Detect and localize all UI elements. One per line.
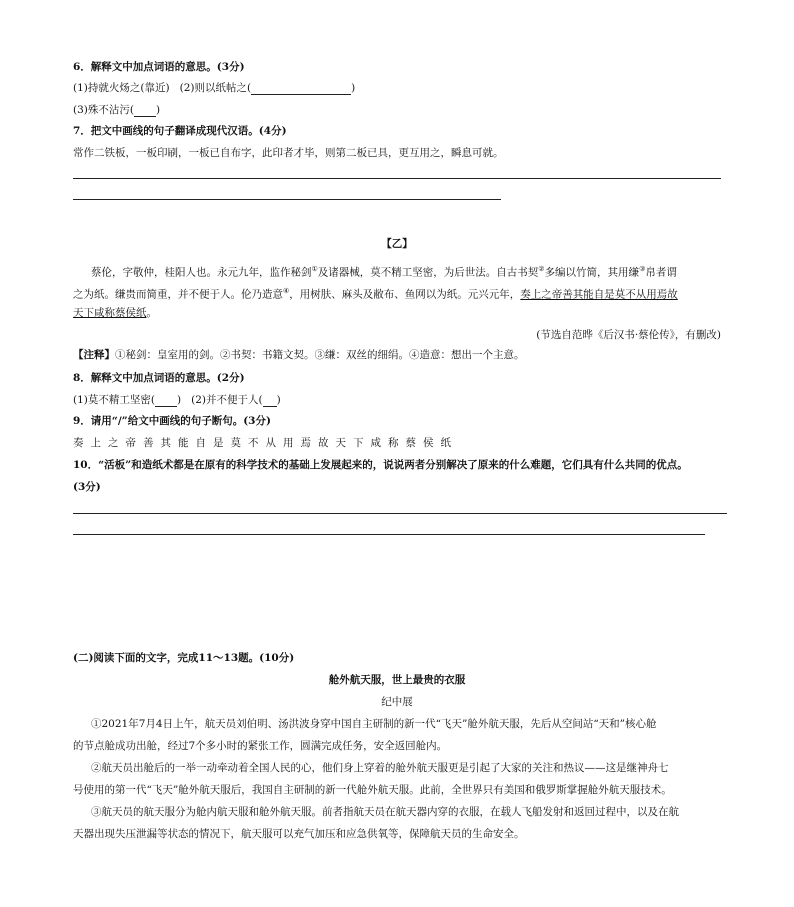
q6-title: 6．解释文中加点词语的意思。(3分) [73, 61, 245, 73]
yi-text-3-end: 。 [146, 307, 157, 319]
passage-yi-notes [73, 348, 525, 362]
yi-text-1b: 及诸器械，莫不精工坚密，为后世法。自古书契 [317, 266, 539, 279]
q6-item3: (3)殊不沾污( [73, 104, 134, 116]
q7-title: 7．把文中画线的句子翻译成现代汉语。(4分) [73, 125, 287, 137]
q6-items-row [73, 81, 355, 95]
yi-text-1d: 帛者谓 [645, 266, 677, 279]
q6-item1: (1)持就火炀之(靠近) [73, 82, 170, 94]
yi-underlined-sentence-part2: 天下咸称蔡侯纸 [73, 307, 147, 319]
article-title: 舱外航天服，世上最贵的衣服 [328, 674, 466, 686]
passage-yi-line-2 [73, 284, 678, 302]
footnote-marker-1: ① [311, 265, 318, 273]
q8-items-row [73, 393, 281, 407]
q9-sentence[interactable]: 奏上之帝善其能自是莫不从用焉故天下咸称蔡侯纸 [73, 437, 458, 449]
notes-label: 【注释】 [73, 349, 115, 361]
q10-answer-line-1[interactable] [73, 513, 727, 514]
q6-item2-blank[interactable] [251, 94, 351, 95]
q6-item2: (2)则以纸帖之( [179, 82, 252, 94]
q8-item1-blank[interactable] [155, 406, 177, 407]
yi-text-2b: ，用树肤、麻头及敝布、鱼网以为纸。元兴元年， [289, 288, 521, 301]
section-2-intro: (二)阅读下面的文字，完成11～13题。(10分) [73, 652, 295, 664]
q10-title: 10．“活板”和造纸术都是在原有的科学技术的基础上发展起来的，说说两者分别解决了原来的什么难题，它们具有什么共同的优点。 [73, 459, 688, 471]
passage-yi-line-3 [73, 306, 157, 320]
q8-item2: (2)并不便于人( [191, 394, 263, 406]
yi-underlined-sentence-part1: 奏上之帝善其能自是莫不从用焉故 [520, 288, 678, 301]
q6-item3-close: ) [155, 104, 161, 116]
footnote-marker-3: ③ [639, 265, 646, 273]
q8-item1: (1)莫不精工坚密( [73, 394, 155, 406]
article-author: 纪中展 [381, 696, 413, 708]
q8-title: 8．解释文中加点词语的意思。(2分) [73, 372, 245, 384]
passage-yi-heading: 【乙】 [381, 238, 413, 250]
q7-answer-line-1[interactable] [73, 178, 721, 179]
q8-item1-close: ) [176, 394, 182, 406]
article-para3-line1: ③航天员的航天服分为舱内航天服和舱外航天服。前者指航天员在航天器内穿的衣服，在载人飞船发射和返回过程中，以及在航 [91, 806, 679, 818]
yi-text-2a: 之为纸。缣贵而简重，并不便于人。伦乃造意 [73, 288, 283, 301]
passage-yi-source: (节选自范晔《后汉书·蔡伦传》，有删改) [536, 329, 721, 341]
yi-text-1a: 蔡伦，字敬仲，桂阳人也。永元九年，监作秘剑 [91, 266, 312, 279]
q6-item2-close: ) [351, 82, 356, 94]
article-para2-line1: ②航天员出舱后的一举一动牵动着全国人民的心，他们身上穿着的舱外航天服更是引起了大家的关注和热议——这是继神舟七 [91, 762, 669, 774]
q10-answer-line-2[interactable] [73, 534, 705, 535]
q7-answer-line-2[interactable] [73, 199, 501, 200]
passage-yi-line-1 [91, 262, 677, 280]
q8-item2-blank[interactable] [263, 406, 277, 407]
article-para1-line2: 的节点舱成功出舱，经过7个多小时的紧张工作，圆满完成任务，安全返回舱内。 [73, 740, 448, 752]
yi-text-1c: 多编以竹简，其用缣 [544, 266, 640, 279]
article-para2-line2: 号使用的第一代“飞天”舱外航天服后，我国自主研制的新一代舱外航天服。此前，全世界只有美国和俄罗斯掌握舱外航天服技术。 [73, 784, 672, 796]
article-para3-line2: 天器出现失压泄漏等状态的情况下，航天服可以充气加压和应急供氧等，保障航天员的生命安全。 [73, 828, 525, 840]
q6-item3-blank[interactable] [134, 116, 156, 117]
q8-item2-close: ) [276, 394, 281, 406]
q10-score: (3分) [73, 481, 101, 493]
notes-text: ①秘剑：皇室用的剑。②书契：书籍文契。③缣：双丝的细绢。④造意：想出一个主意。 [115, 349, 525, 361]
footnote-marker-2: ② [538, 265, 545, 273]
q9-title: 9．请用“/”给文中画线的句子断句。(3分) [73, 415, 271, 427]
q6-item3-row [73, 103, 160, 117]
article-para1-line1: ①2021年7月4日上午，航天员刘伯明、汤洪波身穿中国自主研制的新一代“飞天”舱外航天服，先后从空间站“天和”核心舱 [91, 718, 657, 730]
footnote-marker-4: ④ [283, 287, 290, 295]
q7-sentence: 常作二铁板，一板印刷，一板已自布字，此印者才毕，则第二板已具，更互用之，瞬息可就。 [73, 147, 504, 159]
